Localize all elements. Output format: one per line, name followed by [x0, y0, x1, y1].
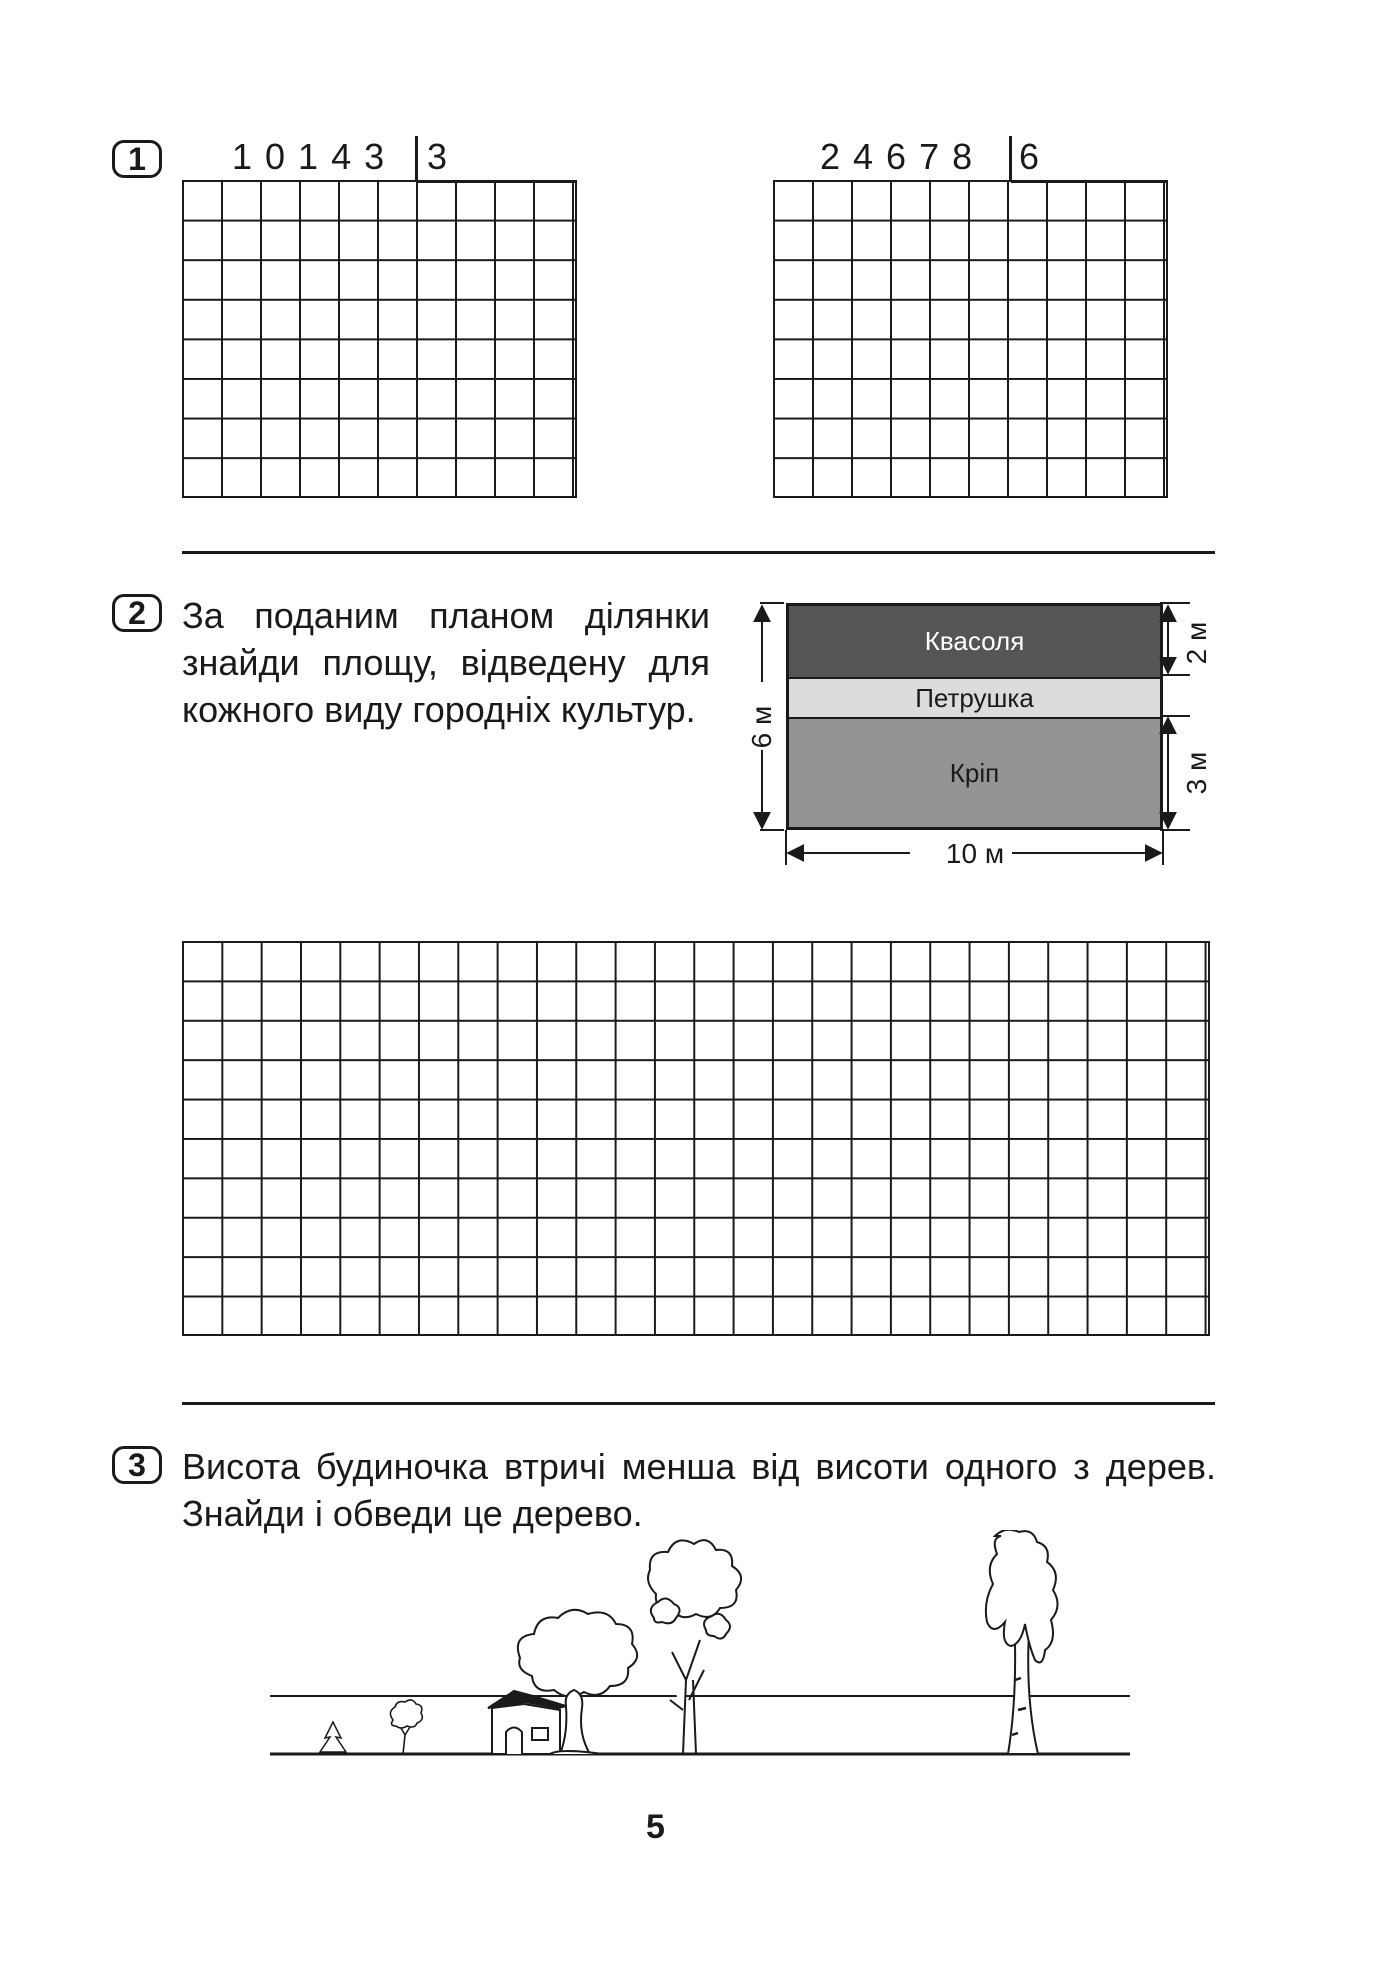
bed-parsley-label: Петрушка: [915, 682, 1034, 713]
section-divider: [182, 551, 1215, 554]
task-3-text: Висота будиночка втричі менша від висоти одного з дерев. Знайди і обведи це дерево.: [182, 1446, 1216, 1534]
bed-beans-label: Квасоля: [924, 626, 1025, 656]
task-2-answer-grid[interactable]: [182, 941, 1210, 1336]
plan-top-bed-height-label: 2 м: [1181, 621, 1212, 665]
plan-dimension-arrows: [740, 590, 1220, 875]
task-2-text: За поданим планом ділянки знайди площу, відведену для кожного виду городніх культур.: [182, 595, 710, 730]
task-1-number-badge: 1: [112, 140, 162, 178]
plan-height-label: 6 м: [746, 705, 777, 749]
bed-dill-label: Кріп: [949, 757, 1000, 788]
plan-bottom-bed-height-label: 3 м: [1181, 751, 1212, 795]
house-icon: [488, 1691, 566, 1754]
plan-width-label: 10 м: [945, 838, 1005, 869]
task-1a-grid[interactable]: [182, 180, 577, 498]
task-1a-divisor: 3: [427, 136, 448, 177]
task-1b-grid[interactable]: [773, 180, 1168, 498]
page-number: 5: [646, 1808, 665, 1846]
section-divider-2: [182, 1402, 1215, 1405]
tall-round-tree-icon: [648, 1540, 741, 1754]
willow-tree-icon: [986, 1530, 1058, 1754]
task-1b-division-bar: [1009, 136, 1012, 180]
small-fir-icon: [320, 1722, 346, 1752]
task-3-number-badge: 3: [112, 1446, 162, 1484]
task-2-number-badge: 2: [112, 594, 162, 632]
task-1a-dividend: 10143: [232, 136, 398, 177]
small-tree-icon: [390, 1700, 422, 1754]
task-1a-division-bar: [415, 136, 418, 180]
task-1b-dividend: 24678: [820, 136, 986, 177]
trees-and-house-illustration: [270, 1530, 1130, 1770]
task-1b-divisor: 6: [1019, 136, 1040, 177]
